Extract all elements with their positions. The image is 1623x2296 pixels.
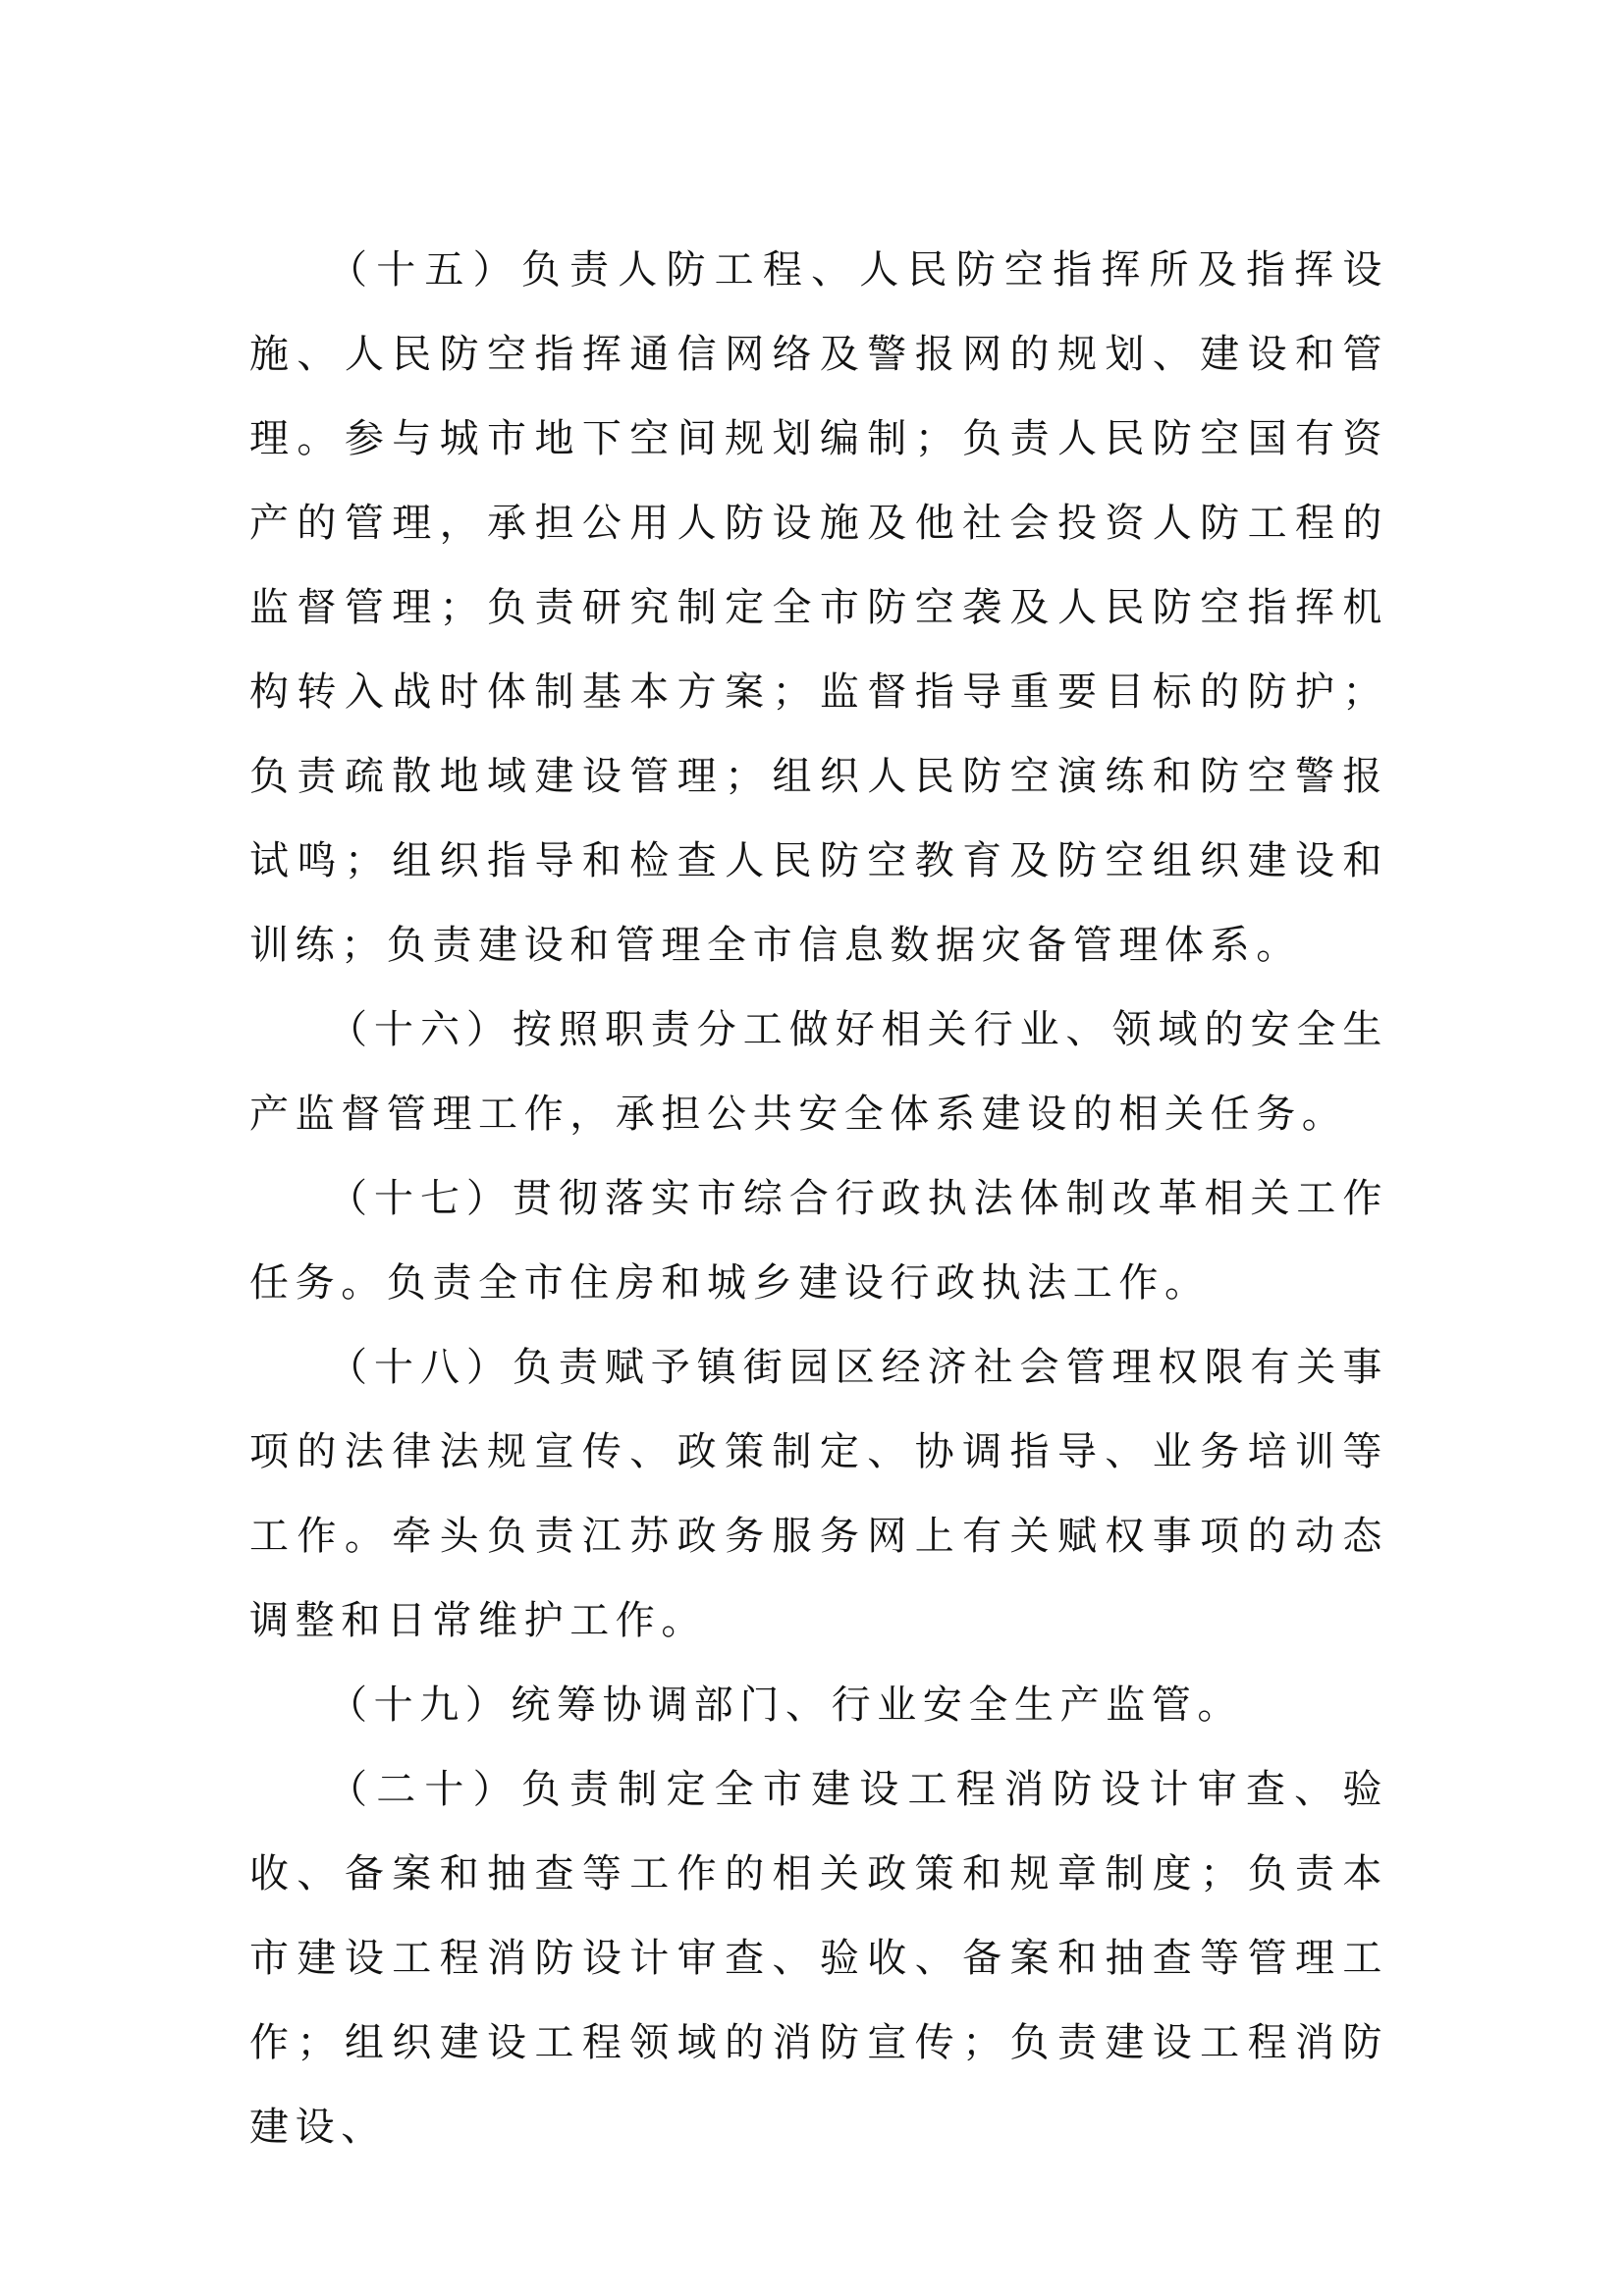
document-body: [249, 228, 1388, 2169]
paragraph-18: （十八）负责赋予镇街园区经济社会管理权限有关事项的法律法规宣传、政策制定、协调指导、业务培训等工作。牵头负责江苏政务服务网上有关赋权事项的动态调整和日常维护工作。: [249, 1345, 1388, 1643]
paragraph-16: （十六）按照职责分工做好相关行业、领域的安全生产监督管理工作，承担公共安全体系建设的相关任务。: [249, 1007, 1388, 1137]
paragraph-19: （十九）统筹协调部门、行业安全生产监管。: [328, 1682, 1243, 1728]
paragraph-20: （二十）负责制定全市建设工程消防设计审查、验收、备案和抽查等工作的相关政策和规章制度；负责本市建设工程消防设计审查、验收、备案和抽查等管理工作；组织建设工程领域的消防宣传；负责建设工程消防建设、: [249, 1767, 1388, 2150]
paragraph-17: （十七）贯彻落实市综合行政执法体制改革相关工作任务。负责全市住房和城乡建设行政执法工作。: [249, 1176, 1388, 1306]
paragraph-15: （十五）负责人防工程、人民防空指挥所及指挥设施、人民防空指挥通信网络及警报网的规划、建设和管理。参与城市地下空间规划编制；负责人民防空国有资产的管理，承担公用人防设施及他社会投资人防工程的监督管理；负责研究制定全市防空袭及人民防空指挥机构转入战时体制基本方案；监督指导重要目标的防护；负责疏散地域建设管理；组织人民防空演练和防空警报试鸣；组织指导和检查人民防空教育及防空组织建设和训练；负责建设和管理全市信息数据灾备管理体系。: [249, 247, 1388, 968]
